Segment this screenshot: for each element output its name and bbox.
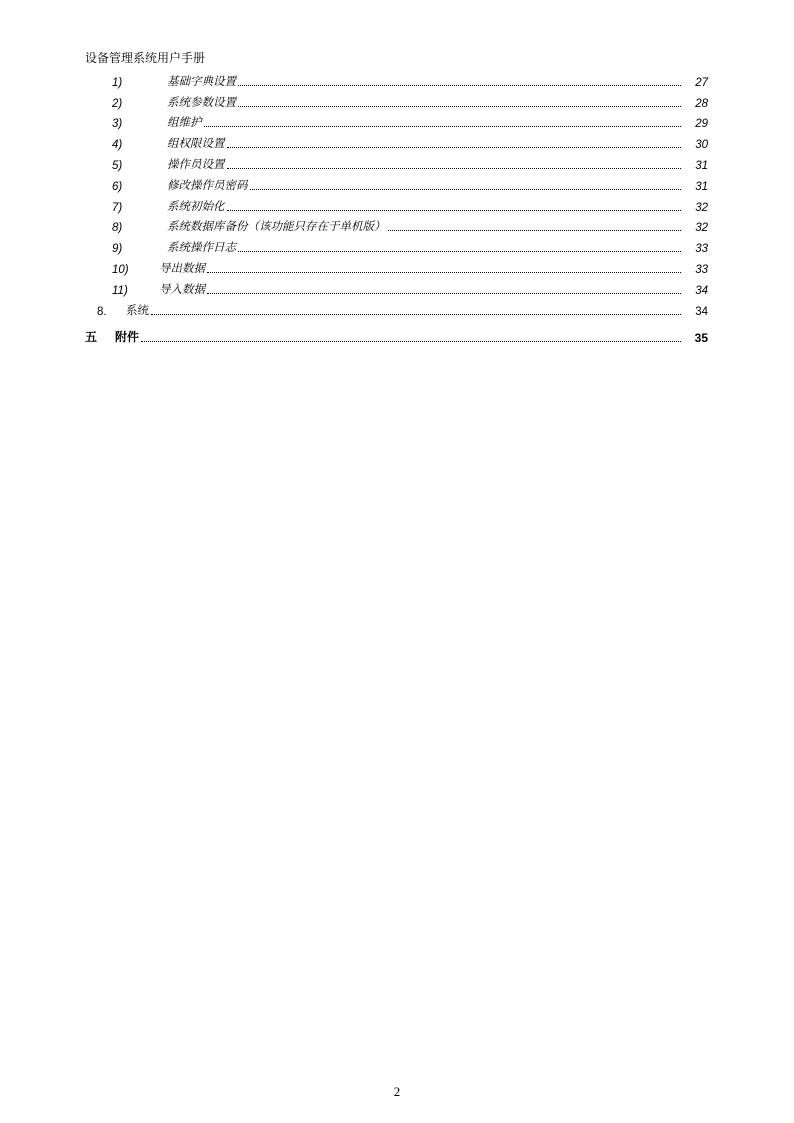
toc-entry-page: 30: [695, 139, 708, 152]
toc-entry[interactable]: [85, 276, 708, 297]
toc-entry[interactable]: [85, 110, 708, 131]
toc-entry[interactable]: [85, 130, 708, 151]
toc-leader-dots: [151, 313, 681, 315]
toc-entry[interactable]: [85, 193, 708, 214]
toc-entry-page: 34: [695, 305, 708, 318]
toc-leader-dots: [141, 340, 681, 342]
toc-entry-page: 34: [695, 284, 708, 297]
toc-entry-title: 附件: [115, 329, 140, 344]
toc-entry-number: 1): [112, 76, 123, 89]
toc-entry[interactable]: [85, 255, 708, 276]
toc-entry-page: 33: [695, 243, 708, 256]
toc-entry[interactable]: [85, 151, 708, 172]
page-number: 2: [393, 1084, 401, 1099]
toc-entry-number: 5): [112, 159, 123, 172]
toc-leader-dots: [238, 84, 681, 86]
toc-entry-title: 系统数据库备份（该功能只存在于单机版）: [167, 221, 386, 234]
toc-leader-dots: [227, 146, 682, 148]
toc-entry[interactable]: [85, 68, 708, 89]
toc-entry[interactable]: [85, 214, 708, 235]
toc-leader-dots: [204, 125, 682, 127]
toc-leader-dots: [207, 292, 681, 294]
toc-entry-title: 组维护: [167, 117, 202, 130]
toc-entry-number: 7): [112, 201, 123, 214]
toc-entry-page: 27: [695, 76, 708, 89]
toc-entry-section[interactable]: [85, 297, 708, 318]
document-header: 设备管理系统用户手册: [85, 51, 206, 65]
toc-leader-dots: [238, 105, 681, 107]
toc-entry-title: 系统初始化: [167, 200, 225, 213]
toc-entry-number: 10): [112, 263, 129, 276]
toc-leader-dots: [388, 229, 682, 231]
toc-entry-page: 31: [695, 180, 708, 193]
toc-entry-title: 导入数据: [159, 283, 205, 296]
toc-entry-number: 8.: [97, 305, 107, 318]
table-of-contents: [85, 68, 708, 345]
toc-entry-title: 系统: [126, 304, 149, 317]
toc-leader-dots: [207, 271, 681, 273]
toc-entry-title: 操作员设置: [167, 158, 225, 171]
toc-entry-title: 修改操作员密码: [167, 179, 248, 192]
toc-entry-title: 导出数据: [159, 262, 205, 275]
toc-entry-page: 32: [695, 201, 708, 214]
toc-entry-page: 31: [695, 159, 708, 172]
toc-entry-chapter[interactable]: [85, 318, 708, 345]
toc-entry-title: 系统操作日志: [167, 242, 236, 255]
toc-entry-page: 28: [695, 97, 708, 110]
toc-entry-number: 8): [112, 222, 123, 235]
toc-leader-dots: [238, 250, 681, 252]
toc-entry-number: 11): [112, 284, 128, 297]
toc-entry[interactable]: [85, 89, 708, 110]
toc-entry-number: 4): [112, 139, 123, 152]
toc-entry-title: 基础字典设置: [167, 75, 236, 88]
toc-entry[interactable]: [85, 234, 708, 255]
toc-entry-number: 2): [112, 97, 123, 110]
toc-entry-title: 系统参数设置: [167, 96, 236, 109]
toc-leader-dots: [227, 209, 682, 211]
toc-entry-page: 29: [695, 118, 708, 131]
toc-entry[interactable]: [85, 172, 708, 193]
toc-entry-title: 组权限设置: [167, 138, 225, 151]
toc-leader-dots: [227, 167, 682, 169]
toc-entry-page: 33: [695, 263, 708, 276]
toc-entry-page: 35: [694, 330, 708, 345]
toc-entry-number: 3): [112, 118, 123, 131]
toc-entry-page: 32: [695, 222, 708, 235]
toc-entry-number: 9): [112, 243, 123, 256]
toc-leader-dots: [250, 188, 682, 190]
toc-entry-number: 6): [112, 180, 123, 193]
toc-entry-number: 五: [85, 329, 98, 344]
